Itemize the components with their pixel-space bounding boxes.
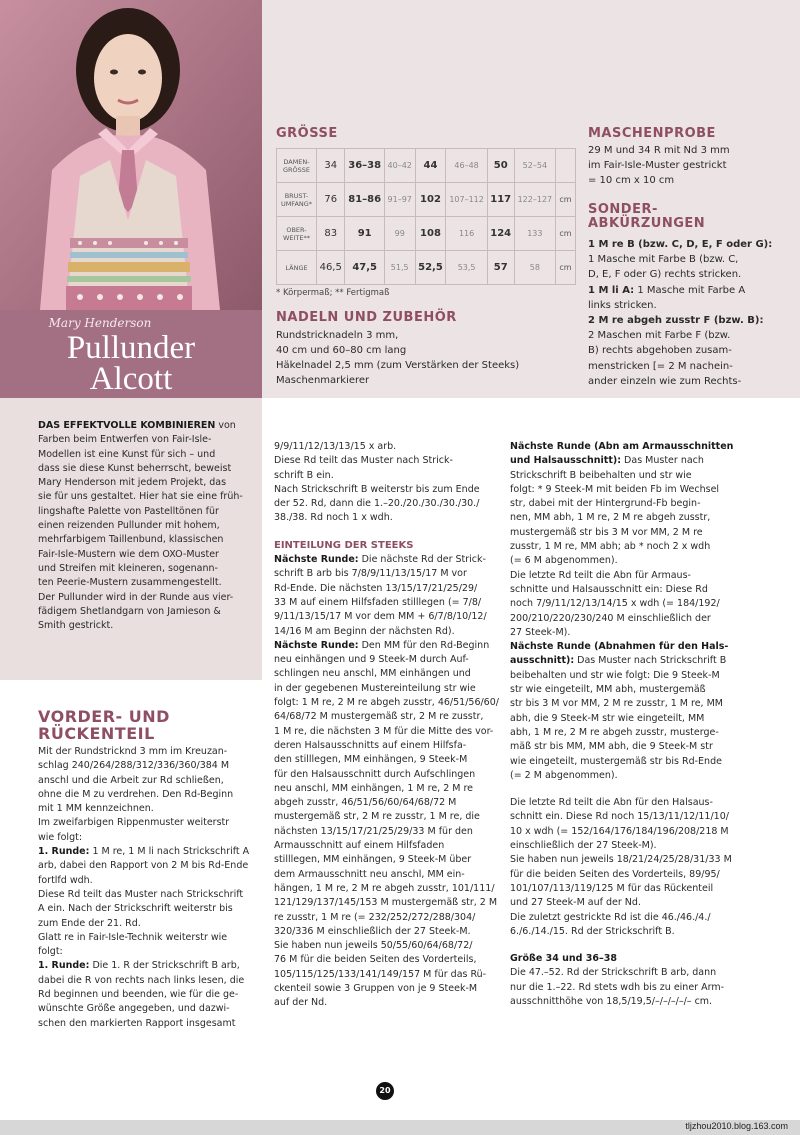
column-3 [510,440,790,1009]
abbrev-text: B) rechts abgehoben zusam- [588,345,732,357]
text-line: Die zuletzt gestrickte Rd ist die 46./46./4./ [510,911,711,923]
intro-line: Modellen ist eine Kunst für sich – und [38,448,216,460]
text-line: 10 x wdh (= 152/164/176/184/196/208/218 M [510,825,729,837]
text-line: noch 7/9/11/12/13/14/15 x wdh (= 184/192/ [510,598,720,610]
abbrev-line [588,252,793,267]
text-line: zusstr, 1 M re, MM abh; ab * noch 2 x wdh [510,541,711,553]
size-table [276,148,576,285]
text-line: stilllegen, MM einhängen, 9 Steek-M über [274,854,472,866]
text-line: wie folgt: [38,831,83,843]
size-cell: 99 [384,217,415,251]
abbrev-heading-line1: SONDER- [588,202,658,217]
text-line: 27 Steek-M). [510,626,571,638]
text-line: Mit der Rundstricknd 3 mm im Kreuzan- [38,746,228,757]
text-line: Nächste Runde (Abnahmen für den Hals- [510,641,729,653]
text-line: für die beiden Seiten des Vorderteils, 89/95/ [510,868,720,880]
text-line: 6./6./14./15. Rd der Strickschrift B. [510,925,675,937]
text-line: 1. Runde: 1 M re, 1 M li nach Strickschrift A [38,846,250,858]
text-line: Diese Rd teilt das Muster nach Strick- [274,455,453,467]
gauge-text [588,143,788,188]
text-line: einschließlich der 27 Steek-M). [510,840,657,852]
abbrev-heading [588,203,705,231]
abbrev-line [588,313,793,328]
size-cell: 47,5 [345,251,384,285]
page-number: 20 [376,1082,394,1100]
intro-line: einen reizenden Pullunder mit hohem, [38,520,220,532]
text-line: ckenteil sowie 3 Gruppen von je 9 Steek-M [274,982,478,994]
intro-line: mehrfarbigem Taillenbund, klassischen [38,534,224,546]
text-line: Die letzte Rd teilt die Abn für den Halsaus- [510,797,713,809]
size-cell: 53,5 [446,251,487,285]
text-line: 1. Runde: Die 1. R der Strickschrift B arb, [38,960,240,972]
text-line: 76 M für die beiden Seiten des Vorderteils, [274,954,477,966]
size-cell: 36–38 [345,149,384,183]
text-line: hängen, 1 M re, 2 M re abgeh zusstr, 101/111/ [274,882,495,894]
text-line: 200/210/220/230/240 M einschließlich der [510,612,711,624]
text-line: auf der Nd. [274,997,328,1009]
text-line: schrift B ein. [274,469,334,481]
text-line: 1 M re, die nächsten 3 M für die Mitte des vor- [274,725,494,737]
abbrev-text: 1 Masche mit Farbe B (bzw. C, [588,254,739,266]
text-line: folgt: * 9 Steek-M mit beiden Fb im Wechsel [510,483,720,495]
intro-line: Smith gestrickt. [38,620,114,632]
needles-line: Häkelnadel 2,5 mm (zum Verstärken der Steeks) [276,360,520,371]
text-line: folgt: [38,946,63,958]
text-line: Strickschrift B beibehalten und str wie [510,469,692,481]
size-cell: 46–48 [446,149,487,183]
text-line: und 27 Steek-M auf der Nd. [510,897,641,909]
size-cell: 46,5 [317,251,345,285]
size-row [277,217,576,251]
needles-line: 40 cm und 60–80 cm lang [276,345,407,356]
text-line: Sie haben nun jeweils 50/55/60/64/68/72/ [274,940,473,952]
unit-cell [556,149,576,183]
size-cell: 108 [415,217,446,251]
text-line: 101/107/113/119/125 M für das Rückenteil [510,882,714,894]
size-cell: 117 [487,183,514,217]
pattern-title-line2: Alcott [89,361,173,397]
text-line: 9/9/11/12/13/13/15 x arb. [274,441,397,452]
text-line: der 52. Rd, dann die 1.–20./20./30./30./30./ [274,498,480,510]
text-line: Im zweifarbigen Rippenmuster weiterstr [38,817,230,829]
spacer [510,783,790,796]
text-line: folgt: 1 M re, 2 M re abgeh zusstr, 46/51/56/60/ [274,697,499,709]
text-line: dabei die R von rechts nach links lesen, die [38,974,245,986]
size-cell: 116 [446,217,487,251]
text-line: mit 1 MM kennzeichnen. [38,803,154,815]
front-back-heading [38,708,170,742]
text-line: re zusstr, 1 M re (= 232/252/272/288/304/ [274,911,476,923]
needles-line: Maschenmarkierer [276,375,370,386]
intro-line: ten Peerie-Mustern zusammengestellt. [38,577,222,589]
text-line: ausschnitt): Das Muster nach Strickschrift B [510,655,727,667]
text-line: str bis 3 M vor MM, 2 M re zusstr, 1 M re, MM [510,698,723,710]
gauge-line: = 10 cm x 10 cm [588,175,675,186]
sizes-heading: GRÖSSE [276,126,338,141]
text-line: A ein. Nach der Strickschrift weiterstr bis [38,903,233,915]
abbrev-text: 1 Masche mit Farbe A [634,284,746,296]
model-illustration [0,0,262,310]
text-line: abgeh zusstr, 46/51/56/60/64/68/72 M [274,797,457,809]
size-cell: 40–42 [384,149,415,183]
spacer [274,526,502,539]
spacer [510,939,790,952]
text-line: fortlfd wdh. [38,874,93,886]
size-cell: 44 [415,149,446,183]
gauge-line: im Fair-Isle-Muster gestrickt [588,160,727,171]
text-line: neu einhängen und 9 Steek-M durch Auf- [274,654,469,666]
text-line: Nächste Runde: Den MM für den Rd-Beginn [274,639,490,651]
size-cell: 76 [317,183,345,217]
abbrev-line [588,267,793,282]
intro-line: Der Pullunder wird in der Runde aus vier- [38,591,234,603]
intro-line: fädigem Shetlandgarn von Jamieson & [38,605,221,617]
text-line: beibehalten und str wie folgt: Die 9 Steek-M [510,669,720,681]
text-line: zum Ende der 21. Rd. [38,917,141,929]
size-cell: 102 [415,183,446,217]
text-line: Rd beginnen und beenden, wie für die ge- [38,989,239,1001]
abbrev-text: 2 Maschen mit Farbe F (bzw. [588,330,731,342]
column-2 [274,440,502,1011]
text-line: 38./38. Rd noch 1 x wdh. [274,512,393,524]
intro-line: Farben beim Entwerfen von Fair-Isle- [38,434,212,446]
text-line: (= 6 M abgenommen). [510,555,618,567]
intro-line-text: von [215,420,236,431]
row-label: LÄNGE [277,251,317,285]
intro-line: Fair-Isle-Mustern wie dem OXO-Muster [38,548,219,560]
text-line: mustergemäß str bis 3 M vor MM, 2 M re [510,526,703,538]
text-line: schlingen neu anschl, MM einhängen und [274,668,471,680]
text-line: 121/129/137/145/153 M mustergemäß str, 2 M [274,897,498,909]
unit-cell: cm [556,183,576,217]
abbrev-text: links stricken. [588,299,657,311]
size-footnote: * Körpermaß; ** Fertigmaß [276,288,390,298]
gauge-line: 29 M und 34 R mit Nd 3 mm [588,145,730,156]
intro-text [38,419,260,633]
footer-url: tljzhou2010.blog.163.com [685,1121,788,1131]
footer-bar [0,1120,800,1135]
text-line: 9/11/13/15/17 M vor dem MM + 6/7/8/10/12/ [274,611,487,623]
text-line: schnitte und Halsausschnitt ein: Diese Rd [510,583,708,595]
text-line: Die letzte Rd teilt die Abn für Armaus- [510,569,691,581]
text-line: mustergemäß str, 2 M re zusstr, 1 M re, die [274,811,480,823]
abbrev-line [588,298,793,313]
text-line: schnitt ein. Diese Rd noch 15/13/11/12/11/10/ [510,811,729,823]
row-label: OBER-WEITE** [277,217,317,251]
text-line: Diese Rd teilt das Muster nach Strickschrift [38,888,244,900]
intro-line [38,419,260,433]
abbrev-line [588,283,793,298]
text-line: den stilllegen, MM einhängen, 9 Steek-M [274,754,468,766]
size-row [277,149,576,183]
row-label: DAMEN-GRÖSSE [277,149,317,183]
text-line: 320/336 M einschließlich der 27 Steek-M. [274,925,471,937]
abbrev-line [588,359,793,374]
intro-line: lingshafte Palette von Pastelltönen für [38,505,219,517]
text-line: Sie haben nun jeweils 18/21/24/25/28/31/33 M [510,854,732,866]
text-line: Nächste Runde: Die nächste Rd der Strick- [274,554,486,566]
text-line: abh, 1 M re, 2 M re abgeh zusstr, musterge- [510,726,719,738]
abbrev-term: 1 M li A: [588,284,635,296]
text-line: 33 M auf einem Hilfsfaden stilllegen (= 7/8/ [274,596,482,608]
column-1 [38,745,260,1031]
text-line: mäß str bis MM, MM abh, die 9 Steek-M str [510,741,713,753]
size-cell: 133 [514,217,555,251]
intro-line: und Streifen mit kleineren, sogenann- [38,562,218,574]
size-cell: 91 [345,217,384,251]
abbrev-term: 2 M re abgeh zusstr F (bzw. B): [588,315,764,327]
text-line: str wie eingeteilt, MM abh, mustergemäß [510,684,706,696]
text-line: Nächste Runde (Abn am Armausschnitten [510,441,734,452]
text-line: 64/68/72 M mustergemäß str, 2 M re zusstr, [274,711,484,723]
size-cell: 122–127 [514,183,555,217]
size-row [277,183,576,217]
text-line: arb, dabei den Rapport von 2 M bis Rd-Ende [38,860,249,872]
designer-name: Mary Henderson [48,316,152,330]
size-cell: 81–86 [345,183,384,217]
text-line: 14/16 M am Beginn der nächsten Rd). [274,625,455,637]
size-cell: 52,5 [415,251,446,285]
abbrev-text: D, E, F oder G) rechts stricken. [588,269,742,281]
size-cell: 57 [487,251,514,285]
needles-heading: NADELN UND ZUBEHÖR [276,310,457,325]
size-cell: 50 [487,149,514,183]
text-line: wünschte Größe angegeben, und dazwi- [38,1003,230,1015]
text-line: für den Halsausschnitt durch Aufschlingen [274,768,476,780]
text-line: wie eingeteilt, mustergemäß str bis Rd-Ende [510,755,722,767]
intro-line: Mary Henderson mit jedem Projekt, das [38,477,227,489]
abbrev-term: 1 M re B (bzw. C, D, E, F oder G): [588,239,773,250]
text-line: Armausschnitt auf einem Hilfsfaden [274,840,445,852]
text-line: schlag 240/264/288/312/336/360/384 M [38,760,230,772]
abbrev-list [588,237,793,389]
size-cell: 51,5 [384,251,415,285]
text-line: Die 47.–52. Rd der Strickschrift B arb, dann [510,967,717,979]
size-cell: 124 [487,217,514,251]
model-photo [0,0,262,310]
pattern-title-line1: Pullunder [66,330,196,366]
abbrev-line [588,328,793,343]
text-line: und Halsausschnitt): Das Muster nach [510,455,704,467]
gauge-heading: MASCHENPROBE [588,126,716,141]
text-line: schrift B arb bis 7/8/9/11/13/15/17 M vor [274,568,467,580]
text-line: schen den markierten Rapport insgesamt [38,1017,236,1029]
intro-lead: DAS EFFEKTVOLLE KOMBINIEREN [38,420,216,431]
front-back-heading-line2: RÜCKENTEIL [38,724,155,743]
size-cell: 58 [514,251,555,285]
size-row [277,251,576,285]
text-line: ausschnitthöhe von 18,5/19,5/–/–/–/–/– cm. [510,995,713,1007]
size-cell: 91–97 [384,183,415,217]
unit-cell: cm [556,251,576,285]
size-cell: 107–112 [446,183,487,217]
text-line: deren Halsausschnitts auf einem Hilfsfa- [274,739,467,751]
intro-line: sie für uns gestaltet. Hier hat sie eine früh- [38,491,243,503]
text-line: Größe 34 und 36–38 [510,953,617,965]
front-back-heading-line1: VORDER- UND [38,707,170,726]
needles-line: Rundstricknadeln 3 mm, [276,330,399,341]
abbrev-line [588,343,793,358]
steeks-subheading: EINTEILUNG DER STEEKS [274,539,414,551]
intro-line: dass sie diese Kunst beherrscht, beweist [38,462,232,474]
text-line: in der gegebenen Mustereinteilung str wie [274,682,476,694]
abbrev-text: menstricken [= 2 M nachein- [588,360,733,372]
text-line: ohne die M zu verdrehen. Den Rd-Beginn [38,788,234,800]
size-cell: 34 [317,149,345,183]
unit-cell: cm [556,217,576,251]
text-line: Nach Strickschrift B weiterstr bis zum Ende [274,483,480,495]
text-line: neu anschl, MM einhängen, 1 M re, 2 M re [274,782,474,794]
needles-list [276,328,576,388]
text-line: anschl und die Arbeit zur Rd schließen, [38,774,224,786]
text-line: Rd-Ende. Die nächsten 13/15/17/21/25/29/ [274,582,478,594]
text-line: abh, die 9 Steek-M str wie eingeteilt, MM [510,712,705,724]
text-line: nächsten 13/15/17/21/25/29/33 M für den [274,825,473,837]
text-line: nen, MM abh, 1 M re, 2 M re abgeh zusstr, [510,512,711,524]
text-line: (= 2 M abgenommen). [510,769,618,781]
text-line: dem Armausschnitt neu anschl, MM ein- [274,868,465,880]
abbrev-line [588,237,793,252]
text-line: nur die 1.–22. Rd stets wdh bis zu einer Arm- [510,981,725,993]
size-cell: 83 [317,217,345,251]
abbrev-text: ander einzeln wie zum Rechts- [588,375,742,387]
abbrev-heading-line2: ABKÜRZUNGEN [588,216,706,231]
row-label: BRUST-UMFANG* [277,183,317,217]
abbrev-line [588,374,793,389]
text-line: 105/115/125/133/141/149/157 M für das Rü- [274,968,487,980]
text-line: str, dabei mit der Hintergrund-Fb begin- [510,498,701,510]
size-cell: 52–54 [514,149,555,183]
text-line: Glatt re in Fair-Isle-Technik weiterstr wie [38,931,228,943]
